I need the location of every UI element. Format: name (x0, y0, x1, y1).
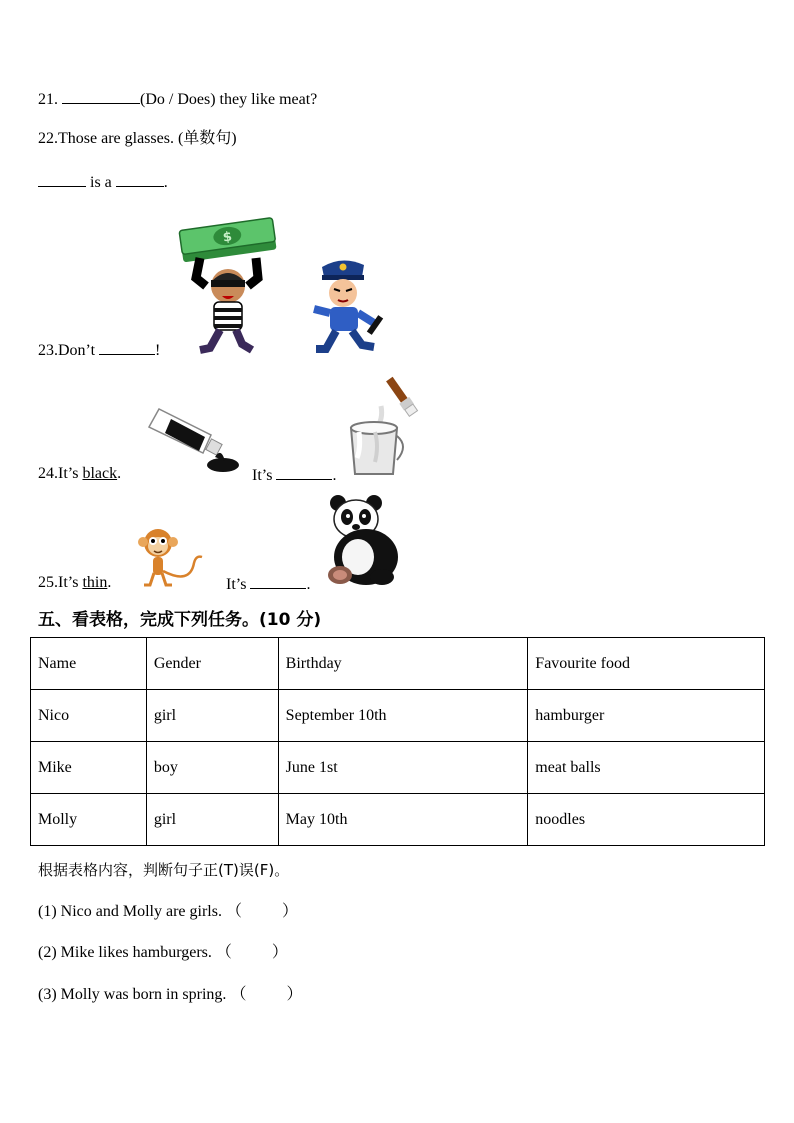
question-21: 21. (Do / Does) they like meat? (38, 88, 317, 110)
white-paint-bucket-icon (345, 376, 430, 481)
table-cell: Nico (31, 690, 147, 742)
fat-panda-icon (322, 493, 404, 588)
table-header-cell: Birthday (278, 638, 528, 690)
table-cell: June 1st (278, 742, 528, 794)
answer-blank[interactable] (62, 88, 140, 104)
table-cell: meat balls (528, 742, 765, 794)
statement-2: (2) Mike likes hamburgers. （ ） (38, 944, 288, 961)
answer-blank[interactable] (276, 464, 332, 480)
thin-monkey-icon (130, 525, 205, 590)
police-officer-icon (312, 255, 392, 355)
answer-blank[interactable] (38, 171, 86, 187)
question-22-answer: is a . (38, 171, 168, 193)
answer-blank[interactable] (99, 339, 155, 355)
instruction-text: 根据表格内容，判断句子正(T)误(F)。 (38, 861, 290, 879)
question-25-answer: It’s . (226, 573, 310, 595)
statement-1: (1) Nico and Molly are girls. （ ） (38, 903, 298, 920)
table-cell: girl (146, 690, 278, 742)
answer-paren[interactable]: （ ） (225, 903, 298, 920)
question-24-answer: It’s . (252, 464, 336, 486)
statement-3: (3) Molly was born in spring. （ ） (38, 986, 303, 1003)
table-cell: Molly (31, 794, 147, 846)
thief-with-money-icon (178, 216, 278, 356)
question-22: 22.Those are glasses. (单数句) (38, 130, 237, 147)
answer-blank[interactable] (250, 573, 306, 589)
table-row (31, 690, 765, 742)
section-heading: 五、看表格，完成下列任务。(10 分) (38, 610, 322, 630)
table-cell: noodles (528, 794, 765, 846)
table-header-row (31, 638, 765, 690)
table-cell: September 10th (278, 690, 528, 742)
table-header-cell: Name (31, 638, 147, 690)
svg-text:$: $ (221, 229, 234, 246)
question-25: 25.It’s thin. (38, 574, 112, 591)
answer-blank[interactable] (116, 171, 164, 187)
answer-paren[interactable]: （ ） (215, 944, 288, 961)
table-row (31, 742, 765, 794)
table-cell: hamburger (528, 690, 765, 742)
table-cell: Mike (31, 742, 147, 794)
answer-paren[interactable]: （ ） (230, 986, 303, 1003)
info-table (30, 637, 765, 846)
table-header-cell: Favourite food (528, 638, 765, 690)
table-cell: boy (146, 742, 278, 794)
question-24: 24.It’s black. (38, 465, 122, 482)
black-paint-tube-icon (145, 405, 240, 480)
table-header-cell: Gender (146, 638, 278, 690)
table-cell: May 10th (278, 794, 528, 846)
table-row (31, 794, 765, 846)
table-cell: girl (146, 794, 278, 846)
question-23: 23.Don’t ! (38, 339, 160, 361)
